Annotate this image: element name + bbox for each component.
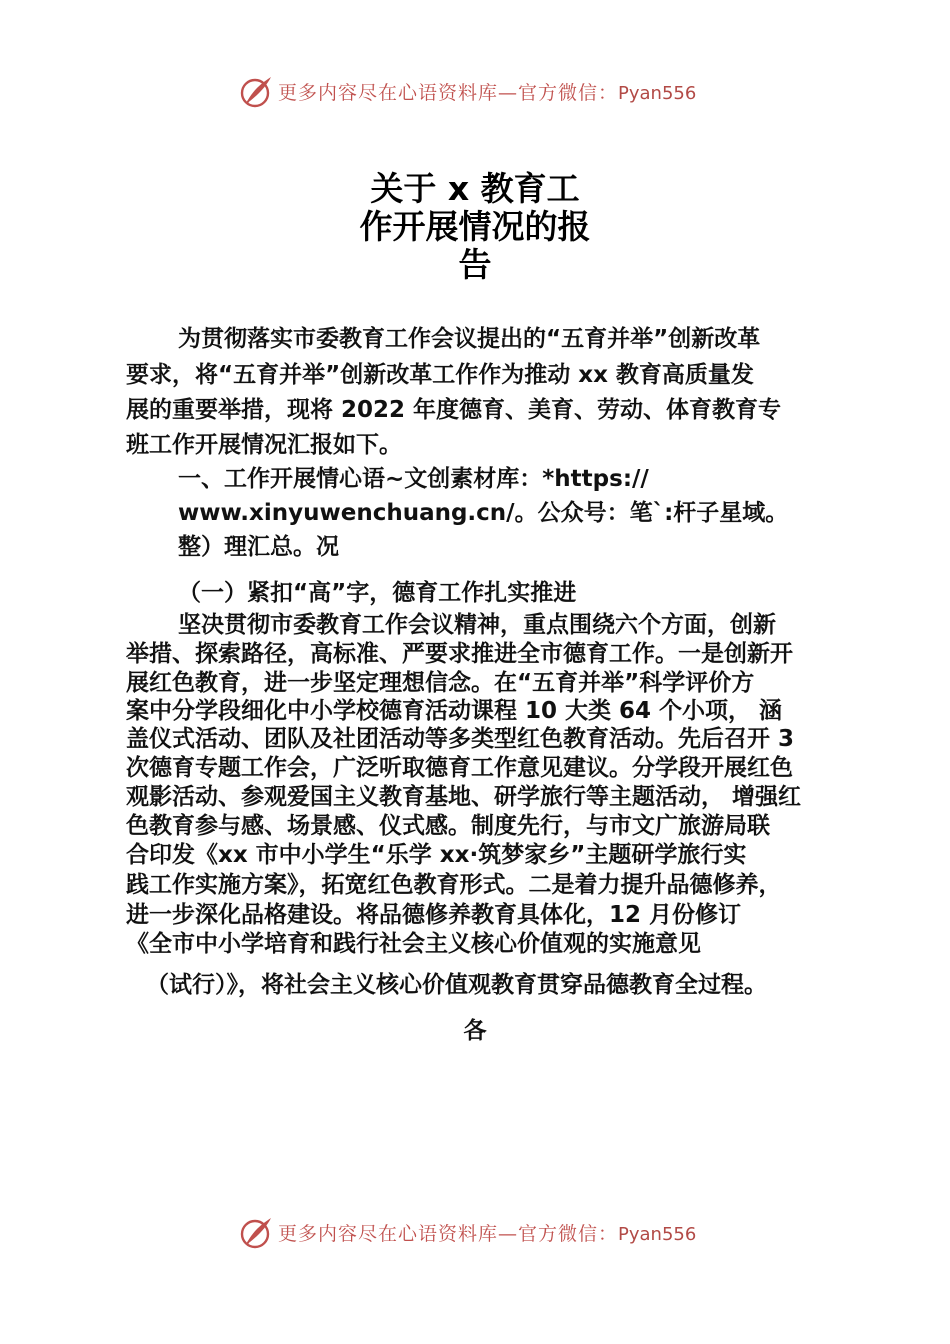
footer-banner [0,1213,950,1253]
body-line: 践工作实施方案》，拓宽红色教育形式。二是着力提升品德修养， [126,872,782,898]
header-banner [0,72,950,112]
quill-logo-icon [238,1215,274,1251]
body-line: 举措、探索路径，高标准、严要求推进全市德育工作。一是创新开 [126,641,793,667]
body-line: 次德育专题工作会，广泛听取德育工作意见建议。分学段开展红色 [126,755,793,781]
body-line: 进一步深化品格建设。将品德修养教育具体化，12 月份修订 [126,902,742,928]
body-line: 案中分学段细化中小学校德育活动课程 10 大类 64 个小项， 涵 [126,698,783,724]
title-line: 告 [458,245,492,284]
section-heading-line: www.xinyuwenchuang.cn/。公众号：笔`:杆子星域。 [178,500,789,526]
body-line: 《全市中小学培育和践行社会主义核心价值观的实施意见 [126,931,701,957]
section-heading-line: 一、工作开展情心语~文创素材库：*https:// [178,466,649,492]
wechat-id: Pyan556 [618,1224,697,1245]
body-line: 盖仪式活动、团队及社团活动等多类型红色教育活动。先后召开 3 [126,726,795,752]
trailing-character: 各 [463,1018,487,1044]
body-line: 合印发《xx 市中小学生“乐学 xx·筑梦家乡”主题研学旅行实 [126,842,747,868]
quill-logo-icon [238,74,274,110]
subsection-title: （一）紧扣“高”字，德育工作扎实推进 [178,580,577,606]
document-title [0,170,950,284]
body-line: 坚决贯彻市委教育工作会议精神，重点围绕六个方面，创新 [178,612,776,638]
body-line: 展红色教育，进一步坚定理想信念。在“五育并举”科学评价方 [126,670,755,696]
title-line: 作开展情况的报 [359,207,591,246]
banner-text: 更多内容尽在心语资料库—官方微信：Pyan556 [278,1223,697,1245]
banner-text: 更多内容尽在心语资料库—官方微信：Pyan556 [278,82,697,104]
intro-line: 班工作开展情况汇报如下。 [126,432,402,458]
body-line: 色教育参与感、场景感、仪式感。制度先行，与市文广旅游局联 [126,813,770,839]
body-line: 观影活动、参观爱国主义教育基地、研学旅行等主题活动， 增强红 [126,784,802,810]
intro-line: 展的重要举措，现将 2022 年度德育、美育、劳动、体育教育专 [126,397,782,423]
wechat-id: Pyan556 [618,83,697,104]
section-heading-line: 整）理汇总。况 [178,534,339,560]
intro-line: 为贯彻落实市委教育工作会议提出的“五育并举”创新改革 [178,326,761,352]
intro-line: 要求，将“五育并举”创新改革工作作为推动 xx 教育高质量发 [126,362,754,388]
closing-line: （试行）》，将社会主义核心价值观教育贯穿品德教育全过程。 [146,972,767,998]
title-line: 关于 x 教育工 [370,169,580,208]
